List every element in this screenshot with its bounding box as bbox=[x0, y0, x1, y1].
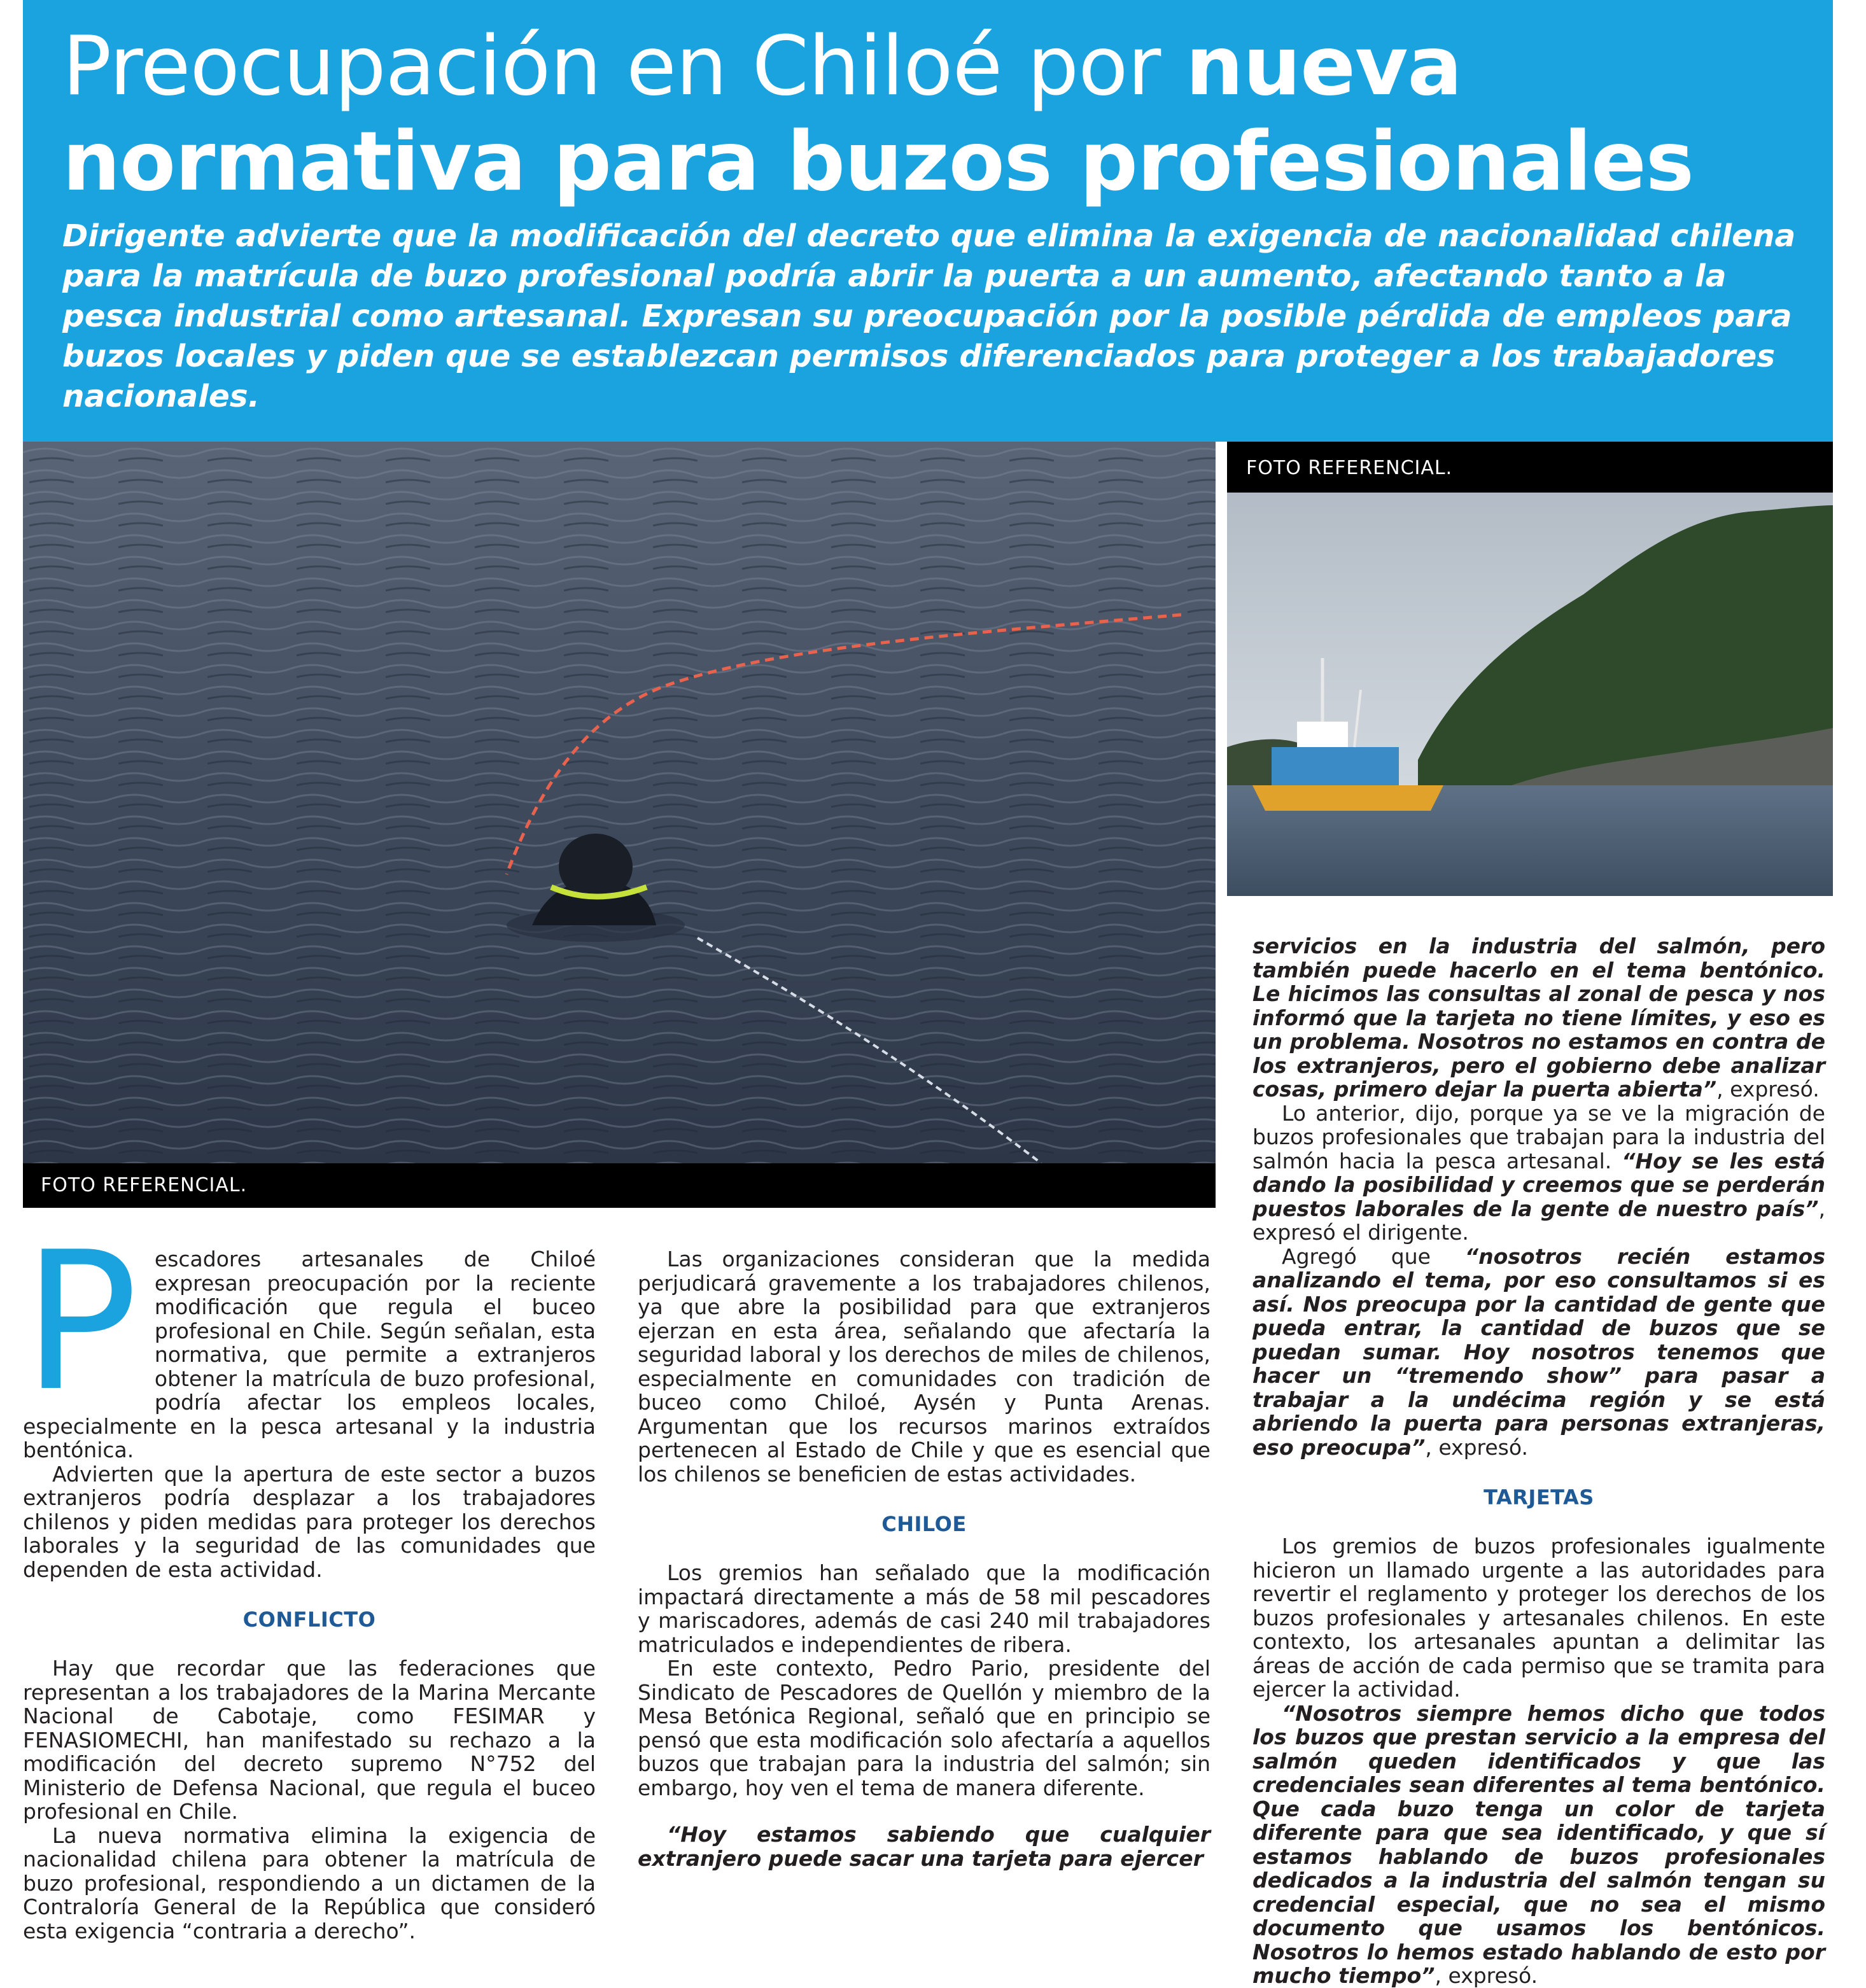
main-photo-caption: FOTO REFERENCIAL. bbox=[41, 1174, 248, 1196]
subhead-tarjetas: TARJETAS bbox=[1484, 1485, 1594, 1509]
article-column-1 bbox=[23, 1211, 596, 1943]
paragraph: Agregó que “nosotros recién estamos analizando el tema, por eso consultamos si es así. Nos preocupa por la cantidad de gente que pueda entrar, la cantidad de buzos que se puedan sumar. Hoy nosotros tenemos que hacer un “tremendo show” para pasar a trabajar a la undécima región y se está abriendo la puerta para personas extranjeras, eso preocupa”, expresó. bbox=[1252, 1243, 1825, 1460]
diver-in-water-image bbox=[23, 442, 1216, 1163]
paragraph: Los gremios de buzos profesionales igualmente hicieron un llamado urgente a las autoridades para revertir el reglamento y proteger los derechos de los buzos profesionales y artesanales chilenos. En este contexto, los artesanales apuntan a delimitar las áreas de acción de cada permiso que se tramita para ejercer la actividad. bbox=[1252, 1534, 1825, 1702]
boat-coast-image bbox=[1227, 493, 1833, 896]
quote-continuation: servicios en la industria del salmón, pero también puede hacerlo en el tema bentónico. Le hicimos las consultas al zonal de pesca y nos informó que la tarjeta no tiene límites, y eso es un problema. Nosotros no estamos en contra de los extranjeros, pero el gobierno debe analizar cosas, primero dejar la puerta abierta”, expresó. bbox=[1252, 934, 1825, 1102]
subhead-chiloe: CHILOE bbox=[881, 1512, 967, 1536]
article-column-3 bbox=[1252, 934, 1825, 1988]
main-photo bbox=[23, 442, 1216, 1163]
quote-paragraph: “Hoy estamos sabiendo que cualquier extranjero puede sacar una tarjeta para ejercer bbox=[638, 1822, 1210, 1871]
lead-paragraph: Pescadores artesanales de Chiloé expresan preocupación por la reciente modificación que regula el buceo profesional en Chile. Según señalan, esta normativa, que permite a extranjeros obtener la matrícula de buzo profesional, podría afectar los empleos locales, especialmente en la pesca artesanal y la industria bentónica. bbox=[23, 1211, 596, 1462]
article-column-2 bbox=[638, 1247, 1210, 1870]
paragraph: Hay que recordar que las federaciones que representan a los trabajadores de la Marina Mercante Nacional de Cabotaje, como FESIMAR y FENASIOMECHI, han manifestado su rechazo a la modificación del decreto supremo N°752 del Ministerio de Defensa Nacional, que regula el buceo profesional en Chile. bbox=[23, 1656, 596, 1824]
deck: Dirigente advierte que la modificación del decreto que elimina la exigencia de nacionalidad chilena para la matrícula de buzo profesional podría abrir la puerta a un aumento, afectando tanto a la pesca industrial como artesanal. Expresan su preocupación por la posible pérdida de empleos para buzos locales y piden que se establezcan permisos diferenciados para proteger a los trabajadores nacionales. bbox=[62, 218, 1796, 414]
boat-cabin bbox=[1272, 747, 1399, 785]
paragraph: Advierten que la apertura de este sector a buzos extranjeros podría desplazar a los trabajadores chilenos y piden medidas para proteger los derechos laborales y la seguridad de las comunidades que dependen de esta actividad. bbox=[23, 1461, 596, 1582]
paragraph: Lo anterior, dijo, porque ya se ve la migración de buzos profesionales que trabajan para la industria del salmón hacia la pesca artesanal. “Hoy se les está dando la posibilidad y creemos que se perderán puestos laborales de la gente de nuestro país”, expresó el dirigente. bbox=[1252, 1100, 1825, 1245]
headline-bold: nueva normativa para buzos profesionales bbox=[62, 19, 1694, 209]
subhead-conflicto: CONFLICTO bbox=[242, 1607, 376, 1632]
quote-paragraph: “Nosotros siempre hemos dicho que todos los buzos que prestan servicio a la empresa del salmón queden identificados y que las credenciales sean diferentes al tema bentónico. Que cada buzo tenga un color de tarjeta diferente para que sea identificado, y que sí estamos hablando de buzos profesionales dedicados a la industria del salmón tengan su credencial especial, que no sea el mismo documento que usamos los bentónicos. Nosotros lo hemos estado hablando de esto por mucho tiempo”, expresó. bbox=[1252, 1700, 1825, 1988]
headline: Preocupación en Chiloé por nueva normativa para buzos profesionales bbox=[62, 19, 1694, 209]
side-photo-caption: FOTO REFERENCIAL. bbox=[1246, 457, 1453, 479]
header-banner bbox=[23, 0, 1833, 442]
boat-hull bbox=[1252, 785, 1443, 811]
side-photo bbox=[1227, 493, 1833, 896]
paragraph: Los gremios han señalado que la modificación impactará directamente a más de 58 mil pescadores y mariscadores, además de casi 240 mil trabajadores matriculados e independientes de ribera. bbox=[638, 1560, 1210, 1657]
diver-head bbox=[559, 834, 633, 900]
drop-cap: P bbox=[23, 1211, 138, 1433]
paragraph: Las organizaciones consideran que la medida perjudicará gravemente a los trabajadores chilenos, ya que abre la posibilidad para que extranjeros ejerzan en esta área, señalando que afectaría la seguridad laboral y los derechos de miles de chilenos, especialmente en comunidades con tradición de buceo como Chiloé, Aysén y Punta Arenas. Argumentan que los recursos marinos extraídos pertenecen al Estado de Chile y que es esencial que los chilenos se beneficien de estas actividades. bbox=[638, 1247, 1210, 1487]
paragraph: La nueva normativa elimina la exigencia de nacionalidad chilena para obtener la matrícula de buzo profesional, respondiendo a un dictamen de la Contraloría General de la República que consideró esta exigencia “contraria a derecho”. bbox=[23, 1823, 596, 1943]
paragraph: En este contexto, Pedro Pario, presidente del Sindicato de Pescadores de Quellón y miembro de la Mesa Betónica Regional, señaló que en principio se pensó que esta modificación solo afectaría a aquellos buzos que trabajan para la industria del salmón; sin embargo, hoy ven el tema de manera diferente. bbox=[638, 1656, 1210, 1800]
